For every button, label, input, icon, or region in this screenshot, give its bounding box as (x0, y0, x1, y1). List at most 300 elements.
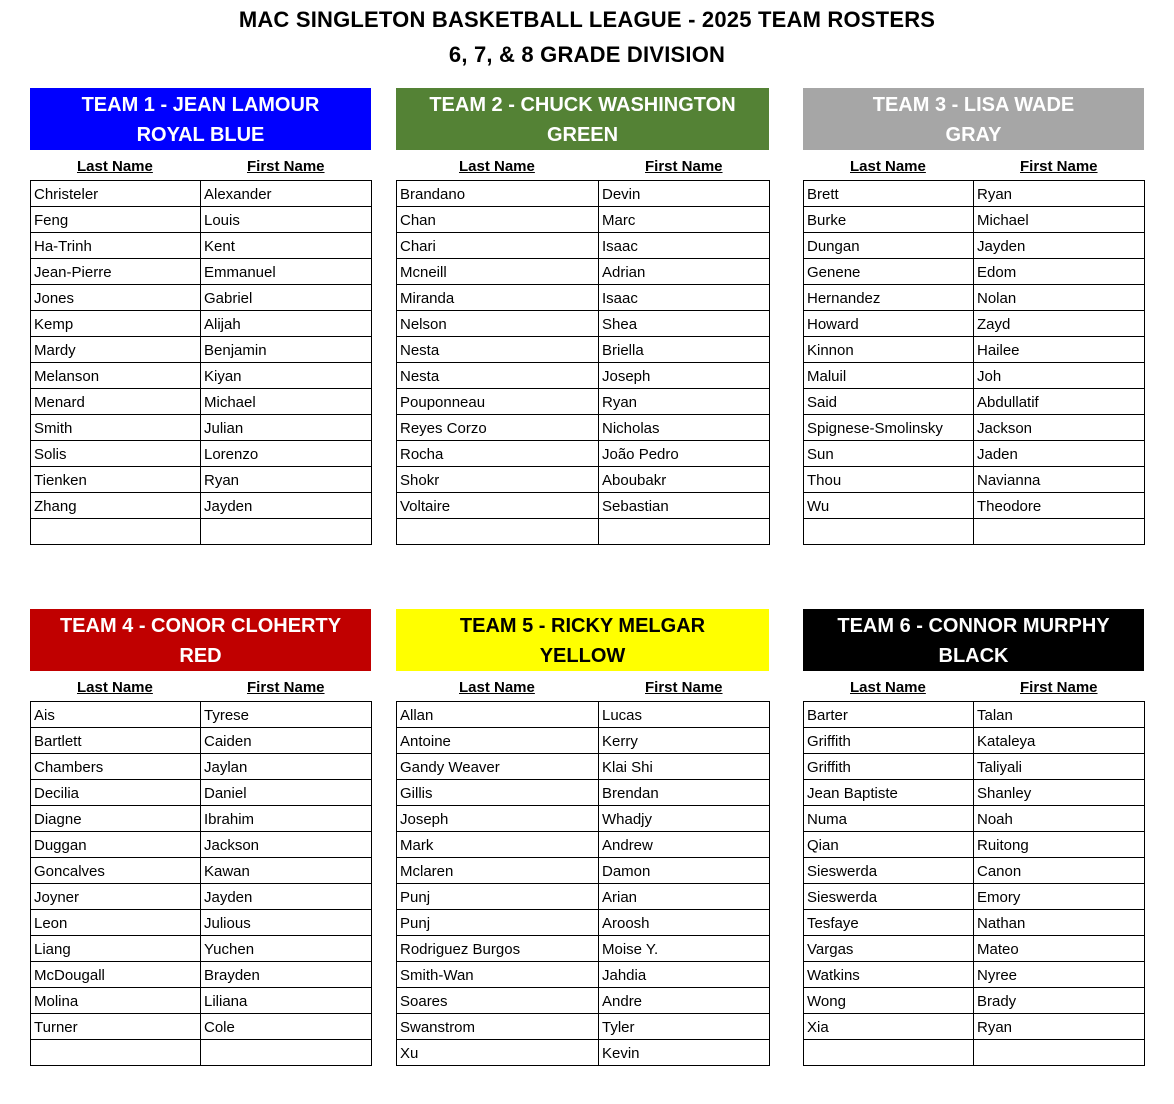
first-name-cell: Whadjy (599, 806, 770, 832)
first-name-cell: Alexander (201, 181, 372, 207)
last-name-cell: McDougall (31, 962, 201, 988)
team-header (396, 609, 769, 671)
table-row (804, 728, 1145, 754)
first-name-cell: Julious (201, 910, 372, 936)
table-row (397, 337, 770, 363)
table-row (31, 806, 372, 832)
last-name-cell: Molina (31, 988, 201, 1014)
last-name-cell: Voltaire (397, 493, 599, 519)
last-name-cell: Mclaren (397, 858, 599, 884)
last-name-cell: Miranda (397, 285, 599, 311)
table-row (31, 519, 372, 545)
table-row (31, 259, 372, 285)
column-headers (30, 671, 371, 701)
last-name-cell: Wu (804, 493, 974, 519)
last-name-cell: Shokr (397, 467, 599, 493)
table-row (804, 519, 1145, 545)
table-row (804, 1014, 1145, 1040)
table-row (31, 1040, 372, 1066)
table-row (397, 285, 770, 311)
last-name-cell: Mcneill (397, 259, 599, 285)
team-color: BLACK (938, 645, 1009, 667)
team-color: GRAY (945, 124, 1002, 146)
team-roster (396, 609, 769, 1066)
first-name-cell: Nyree (974, 962, 1145, 988)
last-name-cell: Tienken (31, 467, 201, 493)
first-name-cell: Andrew (599, 832, 770, 858)
last-name-cell: Zhang (31, 493, 201, 519)
last-name-header: Last Name (850, 158, 926, 175)
roster-table (803, 701, 1145, 1066)
first-name-cell: Kataleya (974, 728, 1145, 754)
table-row (397, 389, 770, 415)
first-name-cell: Jahdia (599, 962, 770, 988)
last-name-cell: Nesta (397, 363, 599, 389)
last-name-cell: Thou (804, 467, 974, 493)
table-row (804, 910, 1145, 936)
table-row (804, 962, 1145, 988)
last-name-cell: Jones (31, 285, 201, 311)
team-header (803, 609, 1144, 671)
first-name-cell: Arian (599, 884, 770, 910)
first-name-cell: Sebastian (599, 493, 770, 519)
last-name-cell: Gillis (397, 780, 599, 806)
first-name-cell: Taliyali (974, 754, 1145, 780)
team-name: TEAM 6 - CONNOR MURPHY (837, 615, 1110, 637)
first-name-cell: Isaac (599, 233, 770, 259)
table-row (397, 936, 770, 962)
first-name-cell: Jayden (974, 233, 1145, 259)
last-name-cell: Smith-Wan (397, 962, 599, 988)
last-name-cell: Turner (31, 1014, 201, 1040)
first-name-cell: Kerry (599, 728, 770, 754)
last-name-cell: Bartlett (31, 728, 201, 754)
table-row (31, 467, 372, 493)
team-header (30, 88, 371, 150)
last-name-cell: Duggan (31, 832, 201, 858)
last-name-cell: Liang (31, 936, 201, 962)
table-row (804, 988, 1145, 1014)
page-subtitle: 6, 7, & 8 GRADE DIVISION (448, 42, 726, 67)
first-name-cell: Michael (201, 389, 372, 415)
column-headers (803, 150, 1144, 180)
first-name-cell: Nolan (974, 285, 1145, 311)
table-row (31, 415, 372, 441)
first-name-cell: Michael (974, 207, 1145, 233)
table-row (804, 389, 1145, 415)
last-name-cell: Chambers (31, 754, 201, 780)
table-row (804, 493, 1145, 519)
page-title: MAC SINGLETON BASKETBALL LEAGUE - 2025 TEAM ROSTERS (238, 7, 936, 32)
first-name-cell: Isaac (599, 285, 770, 311)
last-name-cell: Brandano (397, 181, 599, 207)
first-name-cell: Jackson (974, 415, 1145, 441)
last-name-cell: Christeler (31, 181, 201, 207)
first-name-cell: Joseph (599, 363, 770, 389)
table-row (804, 936, 1145, 962)
first-name-header: First Name (645, 158, 723, 175)
table-row (804, 832, 1145, 858)
first-name-cell: Talan (974, 702, 1145, 728)
first-name-cell: Kawan (201, 858, 372, 884)
last-name-cell: Howard (804, 311, 974, 337)
table-row (31, 754, 372, 780)
team-header (396, 88, 769, 150)
table-row (397, 181, 770, 207)
team-roster (30, 88, 371, 545)
table-row (31, 311, 372, 337)
table-row (397, 702, 770, 728)
roster-table (30, 701, 372, 1066)
first-name-cell (599, 519, 770, 545)
first-name-cell: Klai Shi (599, 754, 770, 780)
first-name-cell: Abdullatif (974, 389, 1145, 415)
table-row (397, 780, 770, 806)
table-row (804, 181, 1145, 207)
team-roster (803, 609, 1144, 1066)
team-color: ROYAL BLUE (136, 124, 265, 146)
last-name-cell: Griffith (804, 728, 974, 754)
last-name-cell: Tesfaye (804, 910, 974, 936)
first-name-cell (201, 1040, 372, 1066)
table-row (804, 754, 1145, 780)
last-name-cell: Sun (804, 441, 974, 467)
first-name-cell: Aroosh (599, 910, 770, 936)
last-name-cell: Goncalves (31, 858, 201, 884)
first-name-cell: Emmanuel (201, 259, 372, 285)
table-row (397, 493, 770, 519)
table-row (31, 962, 372, 988)
table-row (804, 884, 1145, 910)
last-name-cell (397, 519, 599, 545)
first-name-cell: Jayden (201, 884, 372, 910)
table-row (397, 519, 770, 545)
team-name: TEAM 1 - JEAN LAMOUR (81, 94, 320, 116)
last-name-cell: Numa (804, 806, 974, 832)
last-name-cell: Decilia (31, 780, 201, 806)
team-name: TEAM 2 - CHUCK WASHINGTON (429, 94, 736, 116)
first-name-cell: Lucas (599, 702, 770, 728)
team-color: GREEN (546, 124, 619, 146)
last-name-cell: Barter (804, 702, 974, 728)
first-name-cell: Lorenzo (201, 441, 372, 467)
table-row (804, 259, 1145, 285)
last-name-header: Last Name (459, 158, 535, 175)
table-row (31, 910, 372, 936)
last-name-cell: Punj (397, 884, 599, 910)
last-name-cell: Kinnon (804, 337, 974, 363)
table-row (397, 1040, 770, 1066)
table-row (397, 728, 770, 754)
column-headers (30, 150, 371, 180)
table-row (397, 962, 770, 988)
last-name-cell: Xu (397, 1040, 599, 1066)
first-name-cell: Moise Y. (599, 936, 770, 962)
first-name-cell: Canon (974, 858, 1145, 884)
first-name-cell: Aboubakr (599, 467, 770, 493)
first-name-cell: Daniel (201, 780, 372, 806)
last-name-cell: Ha-Trinh (31, 233, 201, 259)
last-name-cell: Xia (804, 1014, 974, 1040)
first-name-cell: Gabriel (201, 285, 372, 311)
first-name-cell (974, 1040, 1145, 1066)
first-name-cell: Theodore (974, 493, 1145, 519)
table-row (804, 467, 1145, 493)
team-color: YELLOW (539, 645, 626, 667)
last-name-cell: Antoine (397, 728, 599, 754)
last-name-cell: Joyner (31, 884, 201, 910)
last-name-cell: Gandy Weaver (397, 754, 599, 780)
first-name-cell: Kent (201, 233, 372, 259)
first-name-cell: Edom (974, 259, 1145, 285)
last-name-cell: Diagne (31, 806, 201, 832)
first-name-cell: Joh (974, 363, 1145, 389)
last-name-header: Last Name (459, 679, 535, 696)
first-name-cell: Brady (974, 988, 1145, 1014)
table-row (31, 207, 372, 233)
last-name-cell: Solis (31, 441, 201, 467)
table-row (397, 884, 770, 910)
last-name-cell: Smith (31, 415, 201, 441)
table-row (31, 988, 372, 1014)
roster-table (30, 180, 372, 545)
table-row (31, 337, 372, 363)
table-row (804, 702, 1145, 728)
first-name-cell: Devin (599, 181, 770, 207)
last-name-cell: Spignese-Smolinsky (804, 415, 974, 441)
last-name-cell: Pouponneau (397, 389, 599, 415)
table-row (397, 832, 770, 858)
first-name-cell: Ryan (201, 467, 372, 493)
first-name-cell: Emory (974, 884, 1145, 910)
first-name-cell: Caiden (201, 728, 372, 754)
first-name-cell: Nathan (974, 910, 1145, 936)
last-name-cell (31, 1040, 201, 1066)
last-name-cell: Watkins (804, 962, 974, 988)
last-name-cell (804, 519, 974, 545)
first-name-cell: Jaylan (201, 754, 372, 780)
table-row (397, 363, 770, 389)
team-name: TEAM 3 - LISA WADE (872, 94, 1075, 116)
last-name-header: Last Name (850, 679, 926, 696)
last-name-cell: Jean-Pierre (31, 259, 201, 285)
table-row (397, 858, 770, 884)
first-name-cell: Liliana (201, 988, 372, 1014)
first-name-cell: Navianna (974, 467, 1145, 493)
last-name-cell: Rocha (397, 441, 599, 467)
table-row (804, 233, 1145, 259)
last-name-header: Last Name (77, 679, 153, 696)
last-name-cell: Brett (804, 181, 974, 207)
table-row (804, 858, 1145, 884)
last-name-cell: Soares (397, 988, 599, 1014)
table-row (31, 493, 372, 519)
table-row (804, 311, 1145, 337)
first-name-header: First Name (645, 679, 723, 696)
first-name-header: First Name (1020, 679, 1098, 696)
roster-table (396, 180, 770, 545)
roster-table (803, 180, 1145, 545)
table-row (397, 806, 770, 832)
first-name-cell: Alijah (201, 311, 372, 337)
table-row (397, 207, 770, 233)
last-name-header: Last Name (77, 158, 153, 175)
table-row (397, 754, 770, 780)
first-name-cell: Ruitong (974, 832, 1145, 858)
table-row (804, 441, 1145, 467)
last-name-cell: Hernandez (804, 285, 974, 311)
table-row (397, 415, 770, 441)
last-name-cell: Mardy (31, 337, 201, 363)
last-name-cell: Nesta (397, 337, 599, 363)
last-name-cell: Kemp (31, 311, 201, 337)
first-name-cell: Andre (599, 988, 770, 1014)
last-name-cell: Sieswerda (804, 884, 974, 910)
table-row (31, 858, 372, 884)
last-name-cell: Punj (397, 910, 599, 936)
first-name-cell: Brayden (201, 962, 372, 988)
last-name-cell: Feng (31, 207, 201, 233)
first-name-cell: Zayd (974, 311, 1145, 337)
first-name-cell: Tyler (599, 1014, 770, 1040)
team-roster (30, 609, 371, 1066)
team-name: TEAM 4 - CONOR CLOHERTY (59, 615, 342, 637)
table-row (397, 910, 770, 936)
first-name-cell: Yuchen (201, 936, 372, 962)
table-row (804, 780, 1145, 806)
first-name-cell: Julian (201, 415, 372, 441)
table-row (31, 728, 372, 754)
first-name-cell: Shanley (974, 780, 1145, 806)
last-name-cell: Mark (397, 832, 599, 858)
table-row (31, 181, 372, 207)
table-row (804, 337, 1145, 363)
first-name-cell: Ibrahim (201, 806, 372, 832)
last-name-cell: Maluil (804, 363, 974, 389)
roster-table (396, 701, 770, 1066)
table-row (31, 1014, 372, 1040)
table-row (31, 233, 372, 259)
table-row (31, 780, 372, 806)
team-roster (396, 88, 769, 545)
first-name-cell: Brendan (599, 780, 770, 806)
last-name-cell: Ais (31, 702, 201, 728)
last-name-cell (804, 1040, 974, 1066)
table-row (31, 389, 372, 415)
last-name-cell: Qian (804, 832, 974, 858)
last-name-cell: Chan (397, 207, 599, 233)
first-name-cell: Louis (201, 207, 372, 233)
first-name-cell: Ryan (974, 1014, 1145, 1040)
first-name-cell: Benjamin (201, 337, 372, 363)
first-name-cell (974, 519, 1145, 545)
table-row (397, 311, 770, 337)
table-row (397, 441, 770, 467)
table-row (397, 1014, 770, 1040)
first-name-header: First Name (247, 158, 325, 175)
first-name-cell: Damon (599, 858, 770, 884)
table-row (804, 415, 1145, 441)
last-name-cell: Reyes Corzo (397, 415, 599, 441)
table-row (31, 884, 372, 910)
table-row (31, 832, 372, 858)
last-name-cell: Said (804, 389, 974, 415)
column-headers (803, 671, 1144, 701)
last-name-cell: Rodriguez Burgos (397, 936, 599, 962)
table-row (31, 702, 372, 728)
last-name-cell: Chari (397, 233, 599, 259)
last-name-cell: Swanstrom (397, 1014, 599, 1040)
last-name-cell: Nelson (397, 311, 599, 337)
first-name-header: First Name (1020, 158, 1098, 175)
table-row (804, 363, 1145, 389)
team-roster (803, 88, 1144, 545)
table-row (804, 806, 1145, 832)
first-name-cell: Nicholas (599, 415, 770, 441)
table-row (31, 285, 372, 311)
last-name-cell: Genene (804, 259, 974, 285)
table-row (31, 363, 372, 389)
last-name-cell: Jean Baptiste (804, 780, 974, 806)
first-name-cell: Jayden (201, 493, 372, 519)
table-row (31, 936, 372, 962)
last-name-cell: Allan (397, 702, 599, 728)
first-name-cell: Ryan (974, 181, 1145, 207)
team-header (30, 609, 371, 671)
first-name-cell: Hailee (974, 337, 1145, 363)
table-row (397, 988, 770, 1014)
team-header (803, 88, 1144, 150)
table-row (397, 467, 770, 493)
first-name-cell: Tyrese (201, 702, 372, 728)
table-row (397, 233, 770, 259)
last-name-cell: Dungan (804, 233, 974, 259)
team-color: RED (179, 645, 222, 667)
last-name-cell: Menard (31, 389, 201, 415)
first-name-cell: Briella (599, 337, 770, 363)
last-name-cell: Griffith (804, 754, 974, 780)
table-row (804, 285, 1145, 311)
last-name-cell: Vargas (804, 936, 974, 962)
first-name-cell: Marc (599, 207, 770, 233)
first-name-cell: Kiyan (201, 363, 372, 389)
first-name-cell: Jaden (974, 441, 1145, 467)
last-name-cell: Melanson (31, 363, 201, 389)
first-name-cell: Cole (201, 1014, 372, 1040)
first-name-cell: Noah (974, 806, 1145, 832)
last-name-cell: Leon (31, 910, 201, 936)
column-headers (396, 671, 769, 701)
first-name-cell: Shea (599, 311, 770, 337)
first-name-cell: João Pedro (599, 441, 770, 467)
first-name-cell: Adrian (599, 259, 770, 285)
last-name-cell: Burke (804, 207, 974, 233)
first-name-cell: Ryan (599, 389, 770, 415)
last-name-cell: Sieswerda (804, 858, 974, 884)
first-name-cell: Jackson (201, 832, 372, 858)
first-name-cell (201, 519, 372, 545)
column-headers (396, 150, 769, 180)
first-name-cell: Kevin (599, 1040, 770, 1066)
team-name: TEAM 5 - RICKY MELGAR (459, 615, 706, 637)
table-row (31, 441, 372, 467)
first-name-header: First Name (247, 679, 325, 696)
last-name-cell: Joseph (397, 806, 599, 832)
table-row (804, 1040, 1145, 1066)
last-name-cell (31, 519, 201, 545)
table-row (804, 207, 1145, 233)
last-name-cell: Wong (804, 988, 974, 1014)
